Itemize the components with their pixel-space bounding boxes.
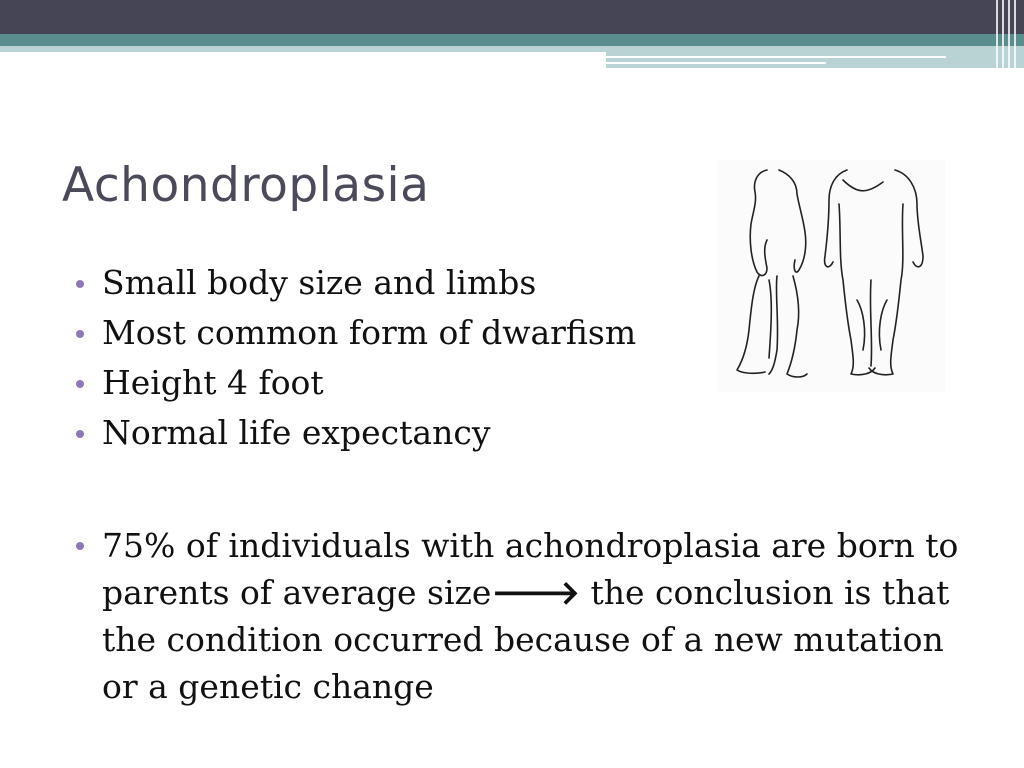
paragraph-text-start: 75% of individuals with achondroplasia are born to parents of average size [102,526,959,612]
header-vertical-stripes [992,0,1024,68]
header-light-bar [0,46,606,52]
header-stripe [606,56,946,58]
arrow-right-icon: 🡒 [491,573,580,612]
conclusion-paragraph [72,522,972,710]
slide-title: Achondroplasia [62,158,430,213]
paragraph-text-end: the conclusion is that the condition occurred because of a new mutation or a genetic change [102,573,950,706]
list-item: Small body size and limbs [72,258,972,308]
bullet-list [72,258,972,458]
list-item: Normal life expectancy [72,408,972,458]
header-dark-bar [0,0,1024,34]
header-teal-bar [0,34,1024,46]
list-item: Height 4 foot [72,358,972,408]
list-item: Most common form of dwarfism [72,308,972,358]
header-stripe [606,62,826,64]
list-item [72,522,972,710]
